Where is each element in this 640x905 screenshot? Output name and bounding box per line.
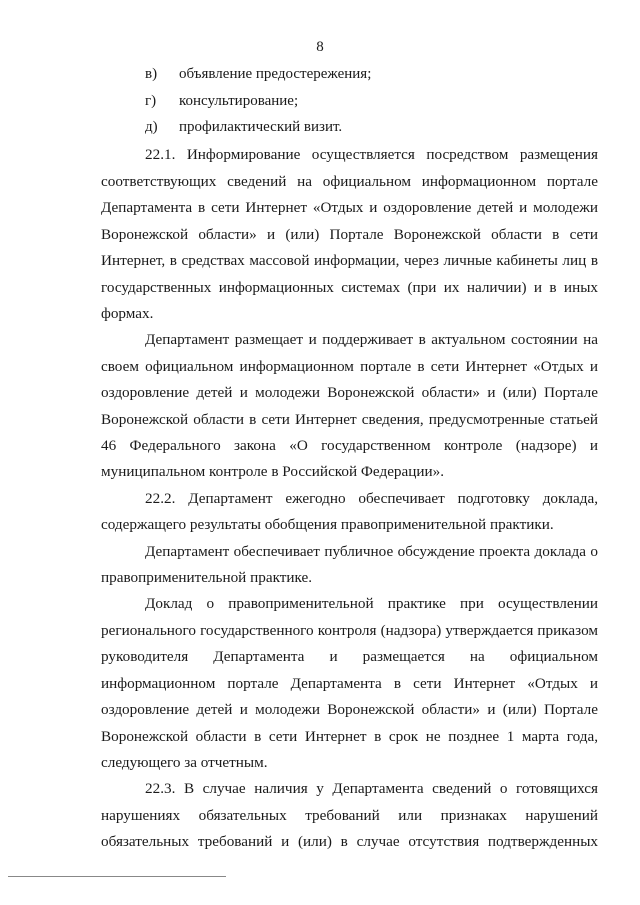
list-item-g bbox=[145, 93, 298, 110]
paragraph-line: нарушениях обязательных требований или признаках нарушений bbox=[101, 807, 598, 824]
paragraph-line: Департамент размещает и поддерживает в актуальном состоянии на bbox=[145, 331, 598, 348]
paragraph-line: оздоровление детей и молодежи Воронежской области» и (или) Портале bbox=[101, 384, 598, 401]
list-marker: г) bbox=[145, 93, 157, 109]
paragraph-line: содержащего результаты обобщения правоприменительной практики. bbox=[101, 516, 554, 533]
paragraph-line: оздоровление детей и молодежи Воронежской области» и (или) Портале bbox=[101, 701, 598, 718]
list-marker: в) bbox=[145, 66, 158, 82]
list-text: объявление предостережения; bbox=[179, 66, 372, 82]
paragraph-line: следующего за отчетным. bbox=[101, 754, 268, 771]
list-marker: д) bbox=[145, 119, 158, 135]
paragraph-line: 22.1. Информирование осуществляется посредством размещения bbox=[145, 146, 598, 163]
paragraph-line: информационном портале Департамента в сети Интернет «Отдых и bbox=[101, 675, 598, 692]
paragraph-line: руководителя Департамента и размещается на официальном bbox=[101, 648, 598, 665]
paragraph-line: соответствующих сведений на официальном информационном портале bbox=[101, 173, 598, 190]
list-text: консультирование; bbox=[179, 93, 299, 109]
paragraph-line: Воронежской области в сети Интернет сведения, предусмотренные статьей bbox=[101, 411, 598, 428]
list-item-d bbox=[145, 119, 342, 136]
paragraph-line: 46 Федерального закона «О государственном контроле (надзоре) и bbox=[101, 437, 598, 454]
list-item-v bbox=[145, 66, 371, 83]
paragraph-line: государственных информационных системах (при их наличии) и в иных bbox=[101, 279, 598, 296]
paragraph-line: 22.2. Департамент ежегодно обеспечивает подготовку доклада, bbox=[145, 490, 598, 507]
paragraph-line: Доклад о правоприменительной практике при осуществлении bbox=[145, 595, 598, 612]
paragraph-line: Департамент обеспечивает публичное обсуждение проекта доклада о bbox=[145, 543, 598, 560]
paragraph-line: 22.3. В случае наличия у Департамента сведений о готовящихся bbox=[145, 780, 598, 797]
paragraph-line: формах. bbox=[101, 305, 154, 322]
paragraph-line: Интернет, в средствах массовой информации, через личные кабинеты лиц в bbox=[101, 252, 598, 269]
paragraph-line: обязательных требований и (или) в случае отсутствия подтвержденных bbox=[101, 833, 598, 850]
paragraph-line: правоприменительной практике. bbox=[101, 569, 313, 586]
paragraph-line: регионального государственного контроля (надзора) утверждается приказом bbox=[101, 622, 598, 639]
paragraph-line: Воронежской области» и (или) Портале Воронежской области в сети bbox=[101, 226, 598, 243]
footer-rule bbox=[8, 876, 226, 877]
page-number: 8 bbox=[316, 39, 324, 55]
paragraph-line: муниципальном контроле в Российской Федерации». bbox=[101, 463, 445, 480]
paragraph-line: Воронежской области в сети Интернет в срок не позднее 1 марта года, bbox=[101, 728, 598, 745]
list-text: профилактический визит. bbox=[179, 119, 343, 135]
paragraph-line: Департамента в сети Интернет «Отдых и оздоровление детей и молодежи bbox=[101, 199, 598, 216]
paragraph-line: своем официальном информационном портале в сети Интернет «Отдых и bbox=[101, 358, 598, 375]
